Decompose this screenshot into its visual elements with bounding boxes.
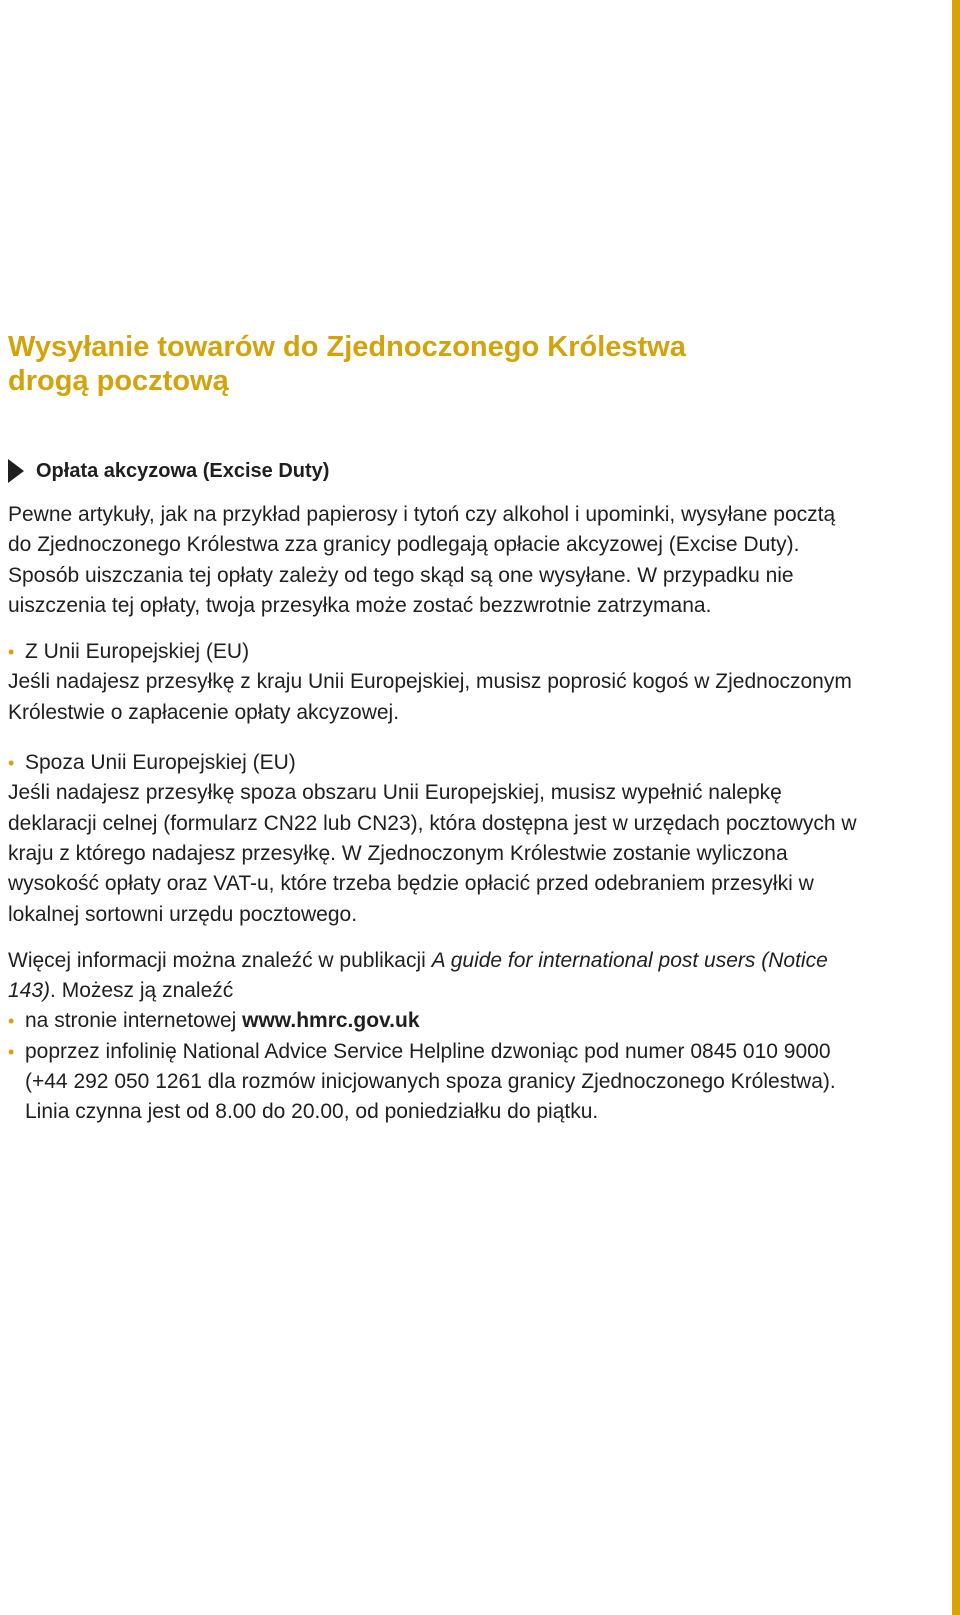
more-info-prefix: Więcej informacji można znaleźć w publikacji — [8, 948, 432, 972]
right-accent-rule — [952, 0, 960, 1615]
triangle-bullet-icon — [8, 459, 24, 483]
eu-subheading-text: Z Unii Europejskiej (EU) — [25, 640, 250, 664]
bullet-dot-icon: • — [8, 752, 15, 773]
page-title-line-1: Wysyłanie towarów do Zjednoczonego Królestwa — [8, 331, 686, 363]
non-eu-paragraph: Jeśli nadajesz przesyłkę spoza obszaru Unii Europejskiej, musisz wypełnić nalepkę deklaracji celnej (formularz CN22 lub CN23), która dostępna jest w urzędach pocztowych w kraju z którego nadajesz przesyłkę. W Zjednoczonym Królestwie zostanie wyliczona wysokość opłaty oraz VAT-u, które trzeba będzie opłacić przed odebraniem przesyłki w lokalnej sortowni urzędu pocztowego. — [8, 781, 857, 926]
bullet-dot-icon: • — [8, 1011, 15, 1032]
helpline-text: poprzez infolinię National Advice Service Helpline dzwoniąc pod numer 0845 010 9000 (+44 292 050 1261 dla rozmów inicjowanych spoza granicy Zjednoczonego Królestwa). Linia czynna jest od 8.00 do 20.00, od poniedziałku do piątku. — [25, 1039, 836, 1124]
website-prefix: na stronie internetowej — [25, 1009, 243, 1033]
publication-title: A guide for international post users (Notice 143) — [8, 948, 828, 1003]
page-title-line-2: drogą pocztową — [8, 365, 229, 397]
list-item-website — [8, 1006, 858, 1036]
page-title — [8, 330, 858, 398]
more-info-suffix: . Możesz ją znaleźć — [50, 979, 234, 1003]
website-link[interactable]: www.hmrc.gov.uk — [242, 1009, 420, 1033]
more-info-paragraph — [8, 946, 858, 1007]
bullet-dot-icon: • — [8, 641, 15, 662]
more-info-list — [8, 1006, 858, 1127]
eu-subheading — [8, 637, 858, 667]
intro-paragraph: Pewne artykuły, jak na przykład papierosy i tytoń czy alkohol i upominki, wysyłane pocztą do Zjednoczonego Królestwa zza granicy podlegają opłacie akcyzowej (Excise Duty). Sposób uiszczania tej opłaty zależy od tego skąd są one wysyłane. W przypadku nie uiszczenia tej opłaty, twoja przesyłka może zostać bezzwrotnie zatrzymana. — [8, 503, 836, 617]
bullet-dot-icon: • — [8, 1041, 15, 1062]
section-heading-text: Opłata akcyzowa (Excise Duty) — [36, 459, 330, 482]
non-eu-subheading — [8, 748, 858, 778]
section-heading — [8, 456, 858, 486]
non-eu-subheading-text: Spoza Unii Europejskiej (EU) — [25, 751, 296, 775]
list-item-helpline — [8, 1037, 858, 1128]
eu-paragraph: Jeśli nadajesz przesyłkę z kraju Unii Europejskiej, musisz poprosić kogoś w Zjednoczonym Królestwie o zapłacenie opłaty akcyzowej. — [8, 670, 852, 724]
page-content — [8, 330, 858, 1128]
